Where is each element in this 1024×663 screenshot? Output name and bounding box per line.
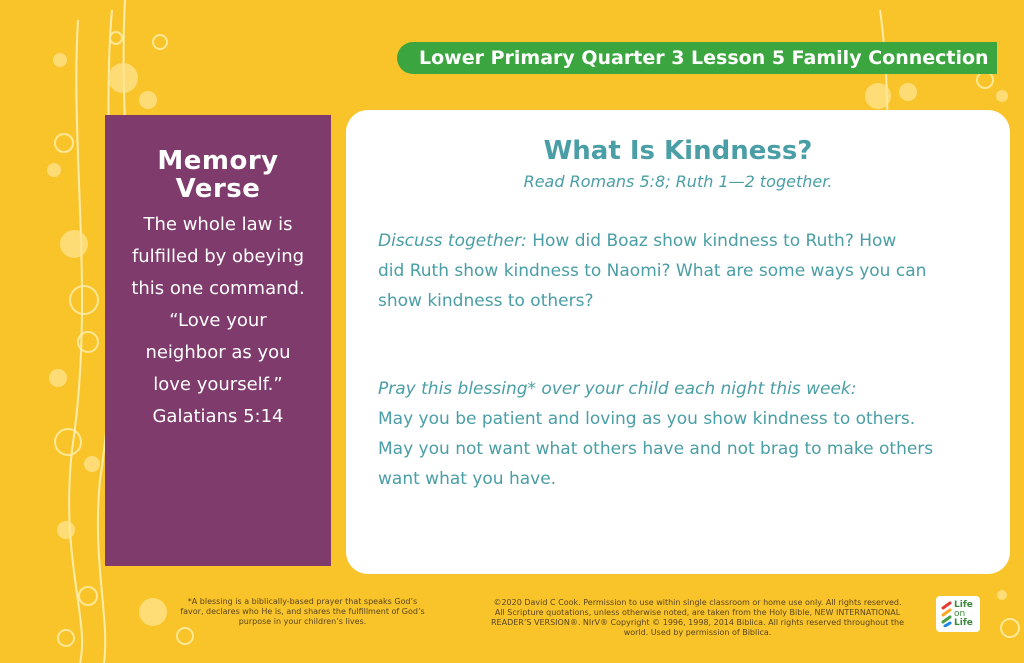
banner-title: Lower Primary Quarter 3 Lesson 5 Family Connection	[419, 47, 989, 69]
lesson-card	[346, 110, 1010, 574]
blessing-section	[378, 374, 988, 494]
blessing-label-text: Pray this blessing* over your child each night this week:	[378, 379, 857, 399]
logo-word: Life	[954, 599, 973, 610]
memory-verse-panel	[105, 115, 331, 566]
blessing-line: May you be patient and loving as you show kindness to others.	[378, 409, 916, 429]
verse-line: fulfilled by obeying	[131, 246, 305, 267]
life-on-life-logo	[936, 596, 980, 632]
discuss-line	[378, 226, 988, 256]
lesson-banner	[397, 42, 997, 74]
memory-title-line: Verse	[175, 174, 261, 204]
card-title: What Is Kindness?	[543, 136, 813, 166]
discuss-text: How did Boaz show kindness to Ruth? How	[526, 231, 897, 251]
memory-title-line: Memory	[157, 146, 279, 176]
discuss-section	[378, 226, 988, 316]
verse-line: The whole law is	[143, 214, 293, 235]
verse-line: neighbor as you	[145, 342, 291, 363]
discuss-line: show kindness to others?	[378, 291, 594, 311]
copyright-line: All Scripture quotations, unless otherwise noted, are taken from the Holy Bible, NEW INTERNATIONAL	[494, 608, 901, 617]
logo-mark-icon	[940, 601, 952, 627]
logo-word: Life	[954, 617, 973, 628]
copyright-line: world. Used by permission of Biblica.	[623, 628, 772, 637]
verse-line: this one command.	[131, 278, 305, 299]
blessing-label	[378, 374, 988, 404]
verse-reference: Galatians 5:14	[152, 406, 284, 427]
copyright-line: ©2020 David C Cook. Permission to use within single classroom or home use only. All rights reserved.	[493, 598, 902, 607]
blessing-line: May you not want what others have and not brag to make others	[378, 439, 934, 459]
discuss-line: did Ruth show kindness to Naomi? What are some ways you can	[378, 261, 927, 281]
logo-word: on	[954, 608, 966, 619]
card-subtitle: Read Romans 5:8; Ruth 1—2 together.	[523, 172, 833, 191]
memory-verse-title	[105, 147, 331, 203]
copyright-notice	[470, 598, 925, 638]
logo-text	[954, 601, 973, 628]
copyright-line: READER’S VERSION®. NIrV® Copyright © 1996, 1998, 2014 Biblica. All rights reserved throughout the	[490, 618, 905, 627]
verse-line: “Love your	[169, 310, 267, 331]
blessing-line: want what you have.	[378, 469, 557, 489]
discuss-label: Discuss together:	[378, 231, 527, 251]
verse-line: love yourself.”	[153, 374, 283, 395]
blessing-footnote: *A blessing is a biblically-based prayer that speaks God’s favor, declares who He is, and shares the fulfillment of God’s purpose in your children’s lives.	[180, 597, 425, 626]
